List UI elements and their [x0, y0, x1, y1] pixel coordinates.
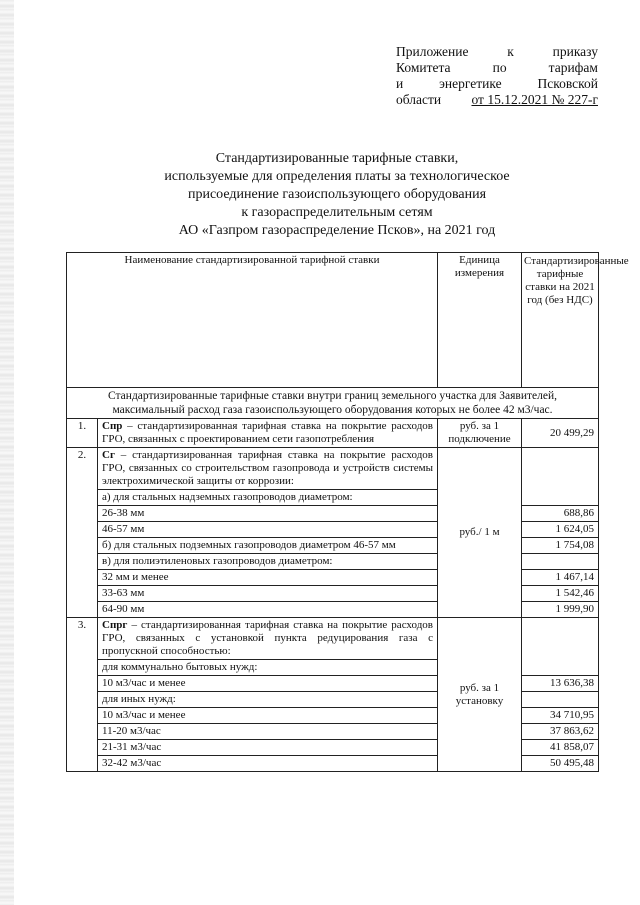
sub-value: 34 710,95 [522, 708, 599, 724]
row-unit: руб./ 1 м [438, 448, 522, 618]
sub-item: 64-90 мм [98, 602, 438, 618]
appendix-word: Псковской [537, 76, 598, 91]
header-unit: Единица измерения [438, 253, 522, 388]
rate-code: Спр [102, 420, 123, 432]
sub-value: 1 754,08 [522, 538, 599, 554]
sub-heading: а) для стальных надземных газопроводов диаметром: [98, 490, 438, 506]
sub-item: б) для стальных подземных газопроводов диаметром 46-57 мм [98, 538, 438, 554]
scan-edge [0, 0, 14, 905]
row-text: – стандартизированная тарифная ставка на покрытие расходов ГРО, связанных с проектированием сети газопотребления [102, 420, 433, 445]
row-description [98, 419, 438, 448]
sub-heading: в) для полиэтиленовых газопроводов диаметром: [98, 554, 438, 570]
row-text: – стандартизированная тарифная ставка на покрытие расходов ГРО, связанных со строительством газопровода и устройств системы электрохимической защиты от коррозии: [102, 449, 433, 487]
title-line: АО «Газпром газораспределение Псков», на 2021 год [178, 223, 496, 238]
sub-value: 688,86 [522, 506, 599, 522]
title-line: присоединение газоиспользующего оборудования [187, 187, 487, 202]
sub-item: 46-57 мм [98, 522, 438, 538]
row-unit: руб. за 1 подключение [438, 419, 522, 448]
table-header-row [67, 253, 599, 388]
row-number: 2. [67, 448, 98, 618]
sub-value: 37 863,62 [522, 724, 599, 740]
section-title: Стандартизированные тарифные ставки внутри границ земельного участка для Заявителей, максимальный расход газа газоиспользующего оборудования которых не более 42 м3/час. [67, 388, 599, 419]
sub-value: 1 999,90 [522, 602, 599, 618]
appendix-block [396, 44, 598, 108]
appendix-line-3 [396, 76, 598, 92]
sub-heading: для коммунально бытовых нужд: [98, 660, 438, 676]
appendix-word: Комитета [396, 60, 451, 75]
sub-item: 33-63 мм [98, 586, 438, 602]
sub-value: 1 467,14 [522, 570, 599, 586]
appendix-line-2 [396, 60, 598, 76]
empty-cell [522, 554, 599, 570]
section-row [67, 388, 599, 419]
header-rate: Стандартизированные тарифные ставки на 2021 год (без НДС) [522, 253, 599, 388]
row-description [98, 448, 438, 490]
sub-value: 41 858,07 [522, 740, 599, 756]
appendix-line-1 [396, 44, 598, 60]
sub-item: 32 мм и менее [98, 570, 438, 586]
sub-heading: для иных нужд: [98, 692, 438, 708]
row-number: 3. [67, 618, 98, 772]
sub-item: 11-20 м3/час [98, 724, 438, 740]
appendix-word: тарифам [548, 60, 598, 75]
empty-cell [522, 692, 599, 708]
sub-item: 10 м3/час и менее [98, 708, 438, 724]
title-line: используемые для определения платы за технологическое [164, 169, 510, 184]
row-unit: руб. за 1 установку [438, 618, 522, 772]
document-title [100, 150, 574, 240]
rate-code: Спрг [102, 619, 128, 631]
sub-item: 10 м3/час и менее [98, 676, 438, 692]
row-text: – стандартизированная тарифная ставка на покрытие расходов ГРО, связанных с установкой пункта редуцирования газа с пропускной способностью: [102, 619, 433, 657]
sub-value: 50 495,48 [522, 756, 599, 772]
sub-value: 1 624,05 [522, 522, 599, 538]
appendix-word: и [396, 76, 404, 91]
title-line: к газораспределительным сетям [241, 205, 433, 220]
appendix-word: приказу [552, 44, 598, 59]
appendix-word: к [507, 44, 514, 59]
table-row [67, 618, 599, 660]
row-description [98, 618, 438, 660]
row-value: 20 499,29 [522, 419, 599, 448]
header-name: Наименование стандартизированной тарифной ставки [67, 253, 438, 388]
sub-value: 13 636,38 [522, 676, 599, 692]
empty-cell [522, 448, 599, 506]
appendix-word: Приложение [396, 44, 469, 59]
rates-table [66, 252, 629, 772]
appendix-word: области [396, 92, 442, 107]
empty-cell [522, 618, 599, 676]
title-line: Стандартизированные тарифные ставки, [215, 151, 459, 166]
table-row [67, 419, 599, 448]
sub-value: 1 542,46 [522, 586, 599, 602]
table-row [67, 448, 599, 490]
appendix-line-4 [396, 92, 598, 108]
appendix-word: энергетике [439, 76, 502, 91]
appendix-word: по [492, 60, 507, 75]
sub-item: 26-38 мм [98, 506, 438, 522]
sub-item: 21-31 м3/час [98, 740, 438, 756]
rate-code: Сг [102, 449, 115, 461]
row-number: 1. [67, 419, 98, 448]
sub-item: 32-42 м3/час [98, 756, 438, 772]
order-reference: от 15.12.2021 № 227-г [471, 92, 598, 107]
